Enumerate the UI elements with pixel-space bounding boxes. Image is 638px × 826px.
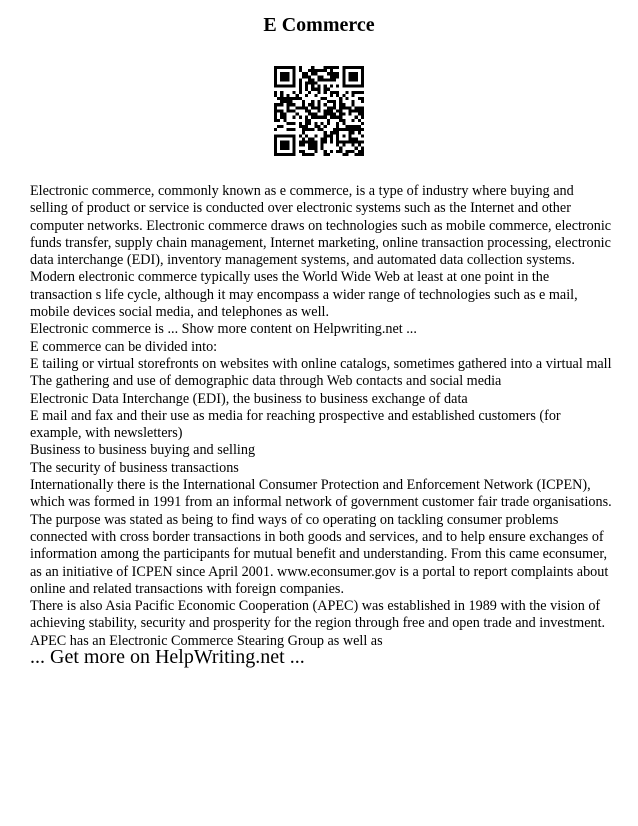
paragraph-apec: There is also Asia Pacific Economic Cooperation (APEC) was established in 1989 with the vision of achieving stability, security and prosperity for the region through free and open trade and investment. APEC has an Electronic Commerce Stearing Group as well as: [30, 598, 606, 649]
list-item: The security of business transactions: [30, 459, 239, 476]
paragraph-intro: Electronic commerce, commonly known as e commerce, is a type of industry where buying and selling of product or service is conducted over electronic systems such as the Internet and other computer networks. Electronic commerce draws on technologies such as mobile commerce, electronic funds transfer, supply chain management, Internet marketing, online transaction processing, electronic data interchange (EDI), inventory management systems, and automated data collection systems. Modern electronic commerce typically uses the World Wide Web at least at one point in the transaction s life cycle, although it may encompass a wider range of technologies such as e mail, mobile devices social media, and telephones as well.: [30, 183, 612, 321]
list-item: E mail and fax and their use as media for reaching prospective and established customers (for example, with newsletters): [30, 407, 561, 442]
qr-code-icon[interactable]: [274, 66, 364, 156]
list-item: Business to business buying and selling: [30, 442, 256, 459]
paragraph-show-more: Electronic commerce is ... Show more content on Helpwriting.net ...: [30, 321, 417, 338]
paragraph-icpen: Internationally there is the International Consumer Protection and Enforcement Network (ICPEN), which was formed in 1991 from an informal network of government customer fair trade organisations. The purpose was stated as being to find ways of co operating on tackling consumer problems connected with cross border transactions in both goods and services, and to help ensure exchanges of information among the participants for mutual benefit and understanding. From this came econsumer, as an initiative of ICPEN since April 2001. www.econsumer.gov is a portal to report complaints about online and related transactions with foreign companies.: [30, 477, 612, 597]
list-item: Electronic Data Interchange (EDI), the business to business exchange of data: [30, 390, 468, 407]
get-more-link[interactable]: ... Get more on HelpWriting.net ...: [30, 646, 305, 668]
document-body: [30, 183, 614, 650]
list-item: E tailing or virtual storefronts on websites with online catalogs, sometimes gathered into a virtual mall: [30, 355, 612, 372]
list-item: The gathering and use of demographic data through Web contacts and social media: [30, 373, 502, 390]
paragraph-divided-into: E commerce can be divided into:: [30, 338, 218, 355]
page-title: E Commerce: [263, 14, 375, 36]
